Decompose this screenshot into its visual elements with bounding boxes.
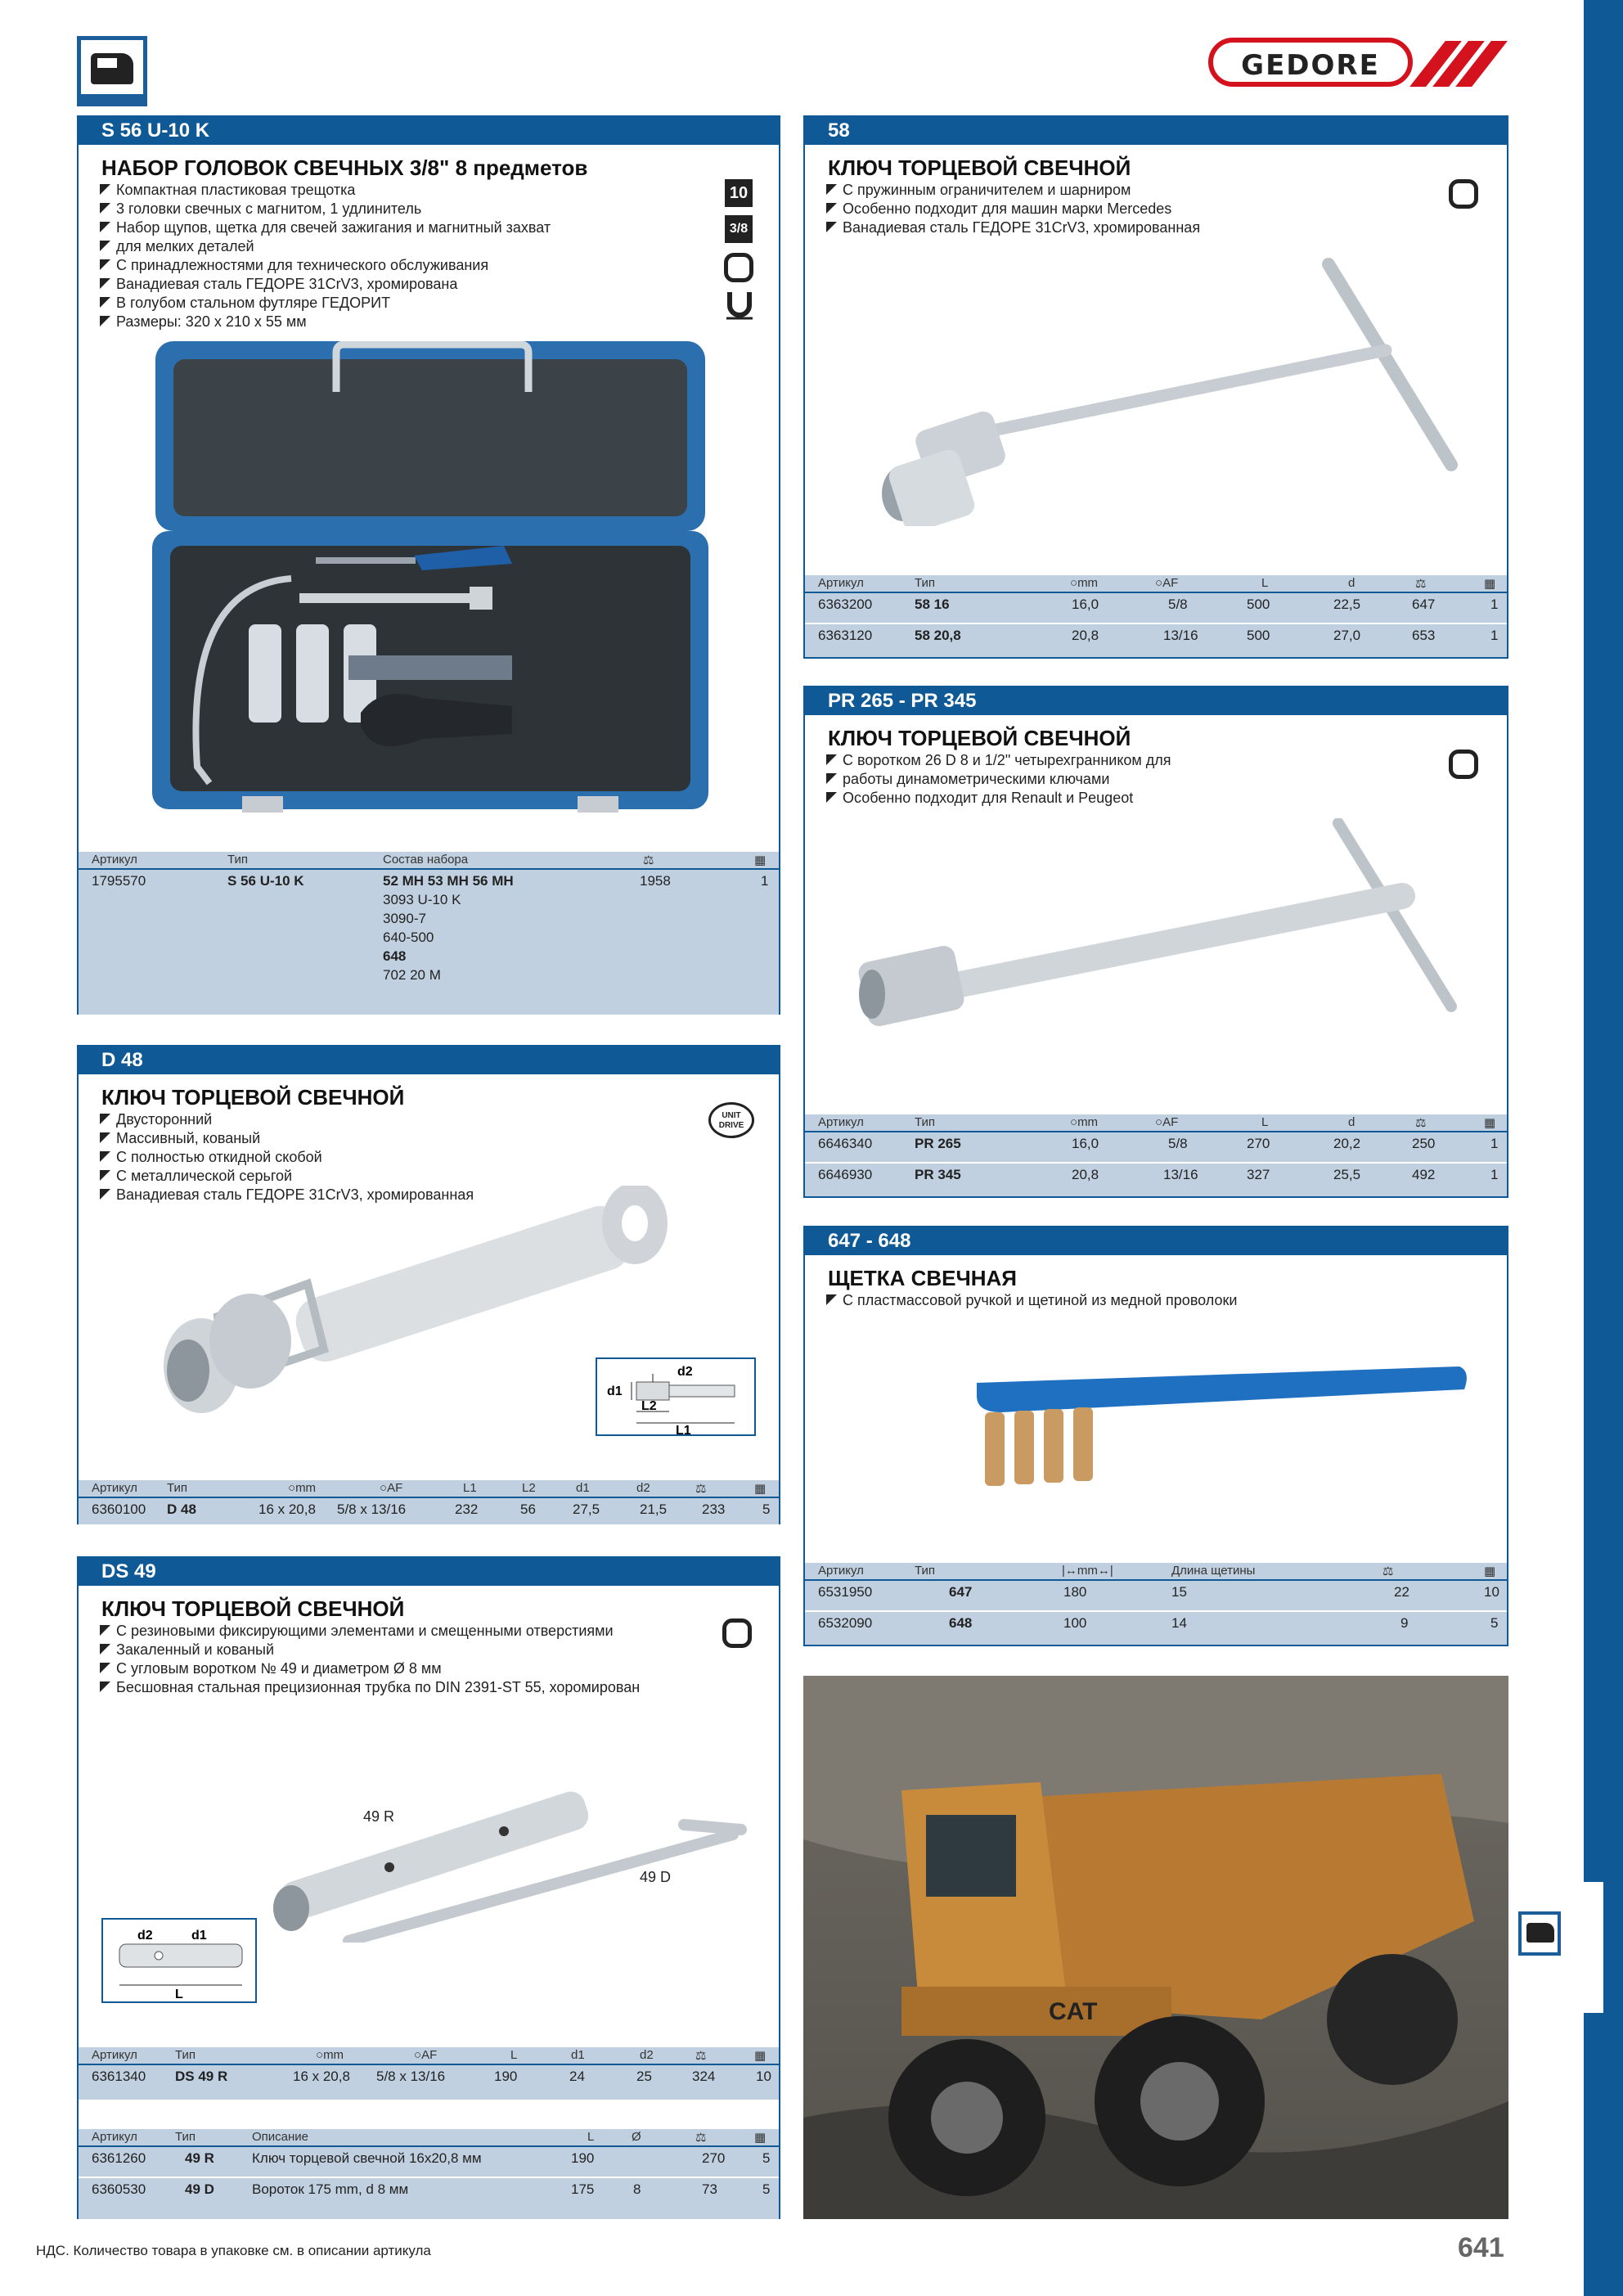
col-composition: Состав набора [383, 853, 469, 867]
cell-weight: 73 [702, 2181, 717, 2197]
panel-code: DS 49 [79, 1558, 779, 1586]
cell-qty: 1 [1490, 1167, 1499, 1182]
col-l2: L2 [522, 1481, 536, 1495]
col-socket-mm: ○mm [316, 2048, 344, 2062]
product-panel-pr265 [803, 686, 1508, 1198]
cell-weight: 250 [1412, 1136, 1436, 1151]
cell-type: PR 345 [915, 1167, 961, 1182]
table-header [79, 2047, 779, 2065]
dimension-diagram [101, 1918, 257, 2003]
col-socket-mm: ○mm [1070, 1115, 1099, 1129]
spec-table [79, 2047, 779, 2100]
cell-af: 13/16 [1163, 1167, 1198, 1182]
cell-weight: 270 [702, 2150, 726, 2166]
product-panel-s56 [77, 115, 780, 1015]
feature-item: С полностью откидной скобой [100, 1148, 474, 1167]
panel-code: 647 - 648 [805, 1227, 1507, 1255]
table-header [79, 852, 779, 870]
cell-composition-5: 648 [383, 948, 407, 964]
cell-d2: 25 [636, 2069, 652, 2084]
table-header [79, 1480, 779, 1498]
cell-composition-2: 3093 U-10 K [383, 892, 461, 907]
table-row [805, 593, 1507, 623]
cell-type: 648 [949, 1615, 973, 1631]
panel-title: КЛЮЧ ТОРЦЕВОЙ СВЕЧНОЙ [101, 1085, 405, 1110]
package-icon: ▦ [754, 1482, 767, 1496]
section-car-icon [1518, 1911, 1561, 1956]
col-type: Тип [175, 2048, 196, 2062]
table-row [805, 1610, 1507, 1640]
package-icon: ▦ [754, 853, 767, 867]
truck-brand-text: CAT [1049, 1998, 1098, 2025]
feature-item: В голубом стальном футляре ГЕДОРИТ [100, 294, 551, 313]
cell-mm: 16,0 [1072, 597, 1099, 612]
table-row [805, 1132, 1507, 1162]
cell-qty: 1 [1490, 1136, 1499, 1151]
cell-type: 49 D [185, 2181, 214, 2197]
col-length: L [1261, 576, 1269, 590]
feature-item: Закаленный и кованый [100, 1641, 640, 1659]
col-description: Описание [252, 2130, 309, 2144]
col-socket-af: ○AF [380, 1481, 403, 1495]
cell-weight: 9 [1400, 1615, 1409, 1631]
table-header [805, 1563, 1507, 1581]
panel-title: КЛЮЧ ТОРЦЕВОЙ СВЕЧНОЙ [828, 726, 1131, 750]
hex-profile-icon [1449, 750, 1478, 779]
panel-code: 58 [805, 117, 1507, 145]
cell-qty: 5 [762, 2150, 771, 2166]
col-d1: d1 [571, 2048, 585, 2062]
table-header [805, 575, 1507, 593]
col-length: L [587, 2130, 595, 2144]
cell-weight: 233 [702, 1501, 726, 1517]
cell-qty: 1 [1490, 628, 1499, 643]
cell-weight: 22 [1394, 1584, 1409, 1600]
feature-list [826, 181, 1200, 237]
feature-list [100, 1622, 640, 1697]
diagram-label-l2: L2 [641, 1399, 657, 1413]
panel-code: S 56 U-10 K [79, 117, 779, 145]
cell-qty: 10 [1484, 1584, 1499, 1600]
col-type: Тип [915, 1564, 936, 1578]
feature-item: Ванадиевая сталь ГЕДОРЕ 31CrV3, хромированная [826, 218, 1200, 237]
col-d2: d2 [636, 1481, 650, 1495]
feature-item: С воротком 26 D 8 и 1/2" четырехгранником для [826, 751, 1171, 770]
diagram-label-d2: d2 [677, 1365, 693, 1379]
tube-wrench-image [259, 1763, 749, 1943]
side-tab-notch [1584, 1882, 1603, 2013]
feature-item: Набор щупов, щетка для свечей зажигания и магнитный захват [100, 218, 551, 237]
cell-description: Ключ торцевой свечной 16x20,8 мм [252, 2150, 482, 2166]
dump-truck-photo [803, 1676, 1508, 2219]
cell-composition-4: 640-500 [383, 930, 434, 945]
cell-article: 1795570 [92, 873, 146, 889]
cell-af: 5/8 x 13/16 [337, 1501, 407, 1517]
diagram-label-l: L [175, 1988, 183, 2001]
col-article: Артикул [92, 1481, 137, 1495]
package-icon: ▦ [754, 2131, 767, 2145]
cell-af: 13/16 [1163, 628, 1198, 643]
col-d1: d1 [576, 1481, 590, 1495]
cell-weight: 492 [1412, 1167, 1436, 1182]
cell-article: 6646930 [818, 1167, 873, 1182]
cell-length: 270 [1247, 1136, 1270, 1151]
unit-drive-badge: UNIT DRIVE [708, 1102, 754, 1138]
feature-item-continued: работы динамометрическими ключами [826, 770, 1171, 789]
cell-af: 5/8 [1168, 597, 1188, 612]
cell-composition-6: 702 20 M [383, 967, 441, 983]
panel-title: КЛЮЧ ТОРЦЕВОЙ СВЕЧНОЙ [101, 1596, 405, 1621]
label-49d: 49 D [640, 1869, 672, 1885]
cell-mm: 20,8 [1072, 628, 1099, 643]
feature-item-continued: для мелких деталей [100, 237, 551, 256]
cell-article: 6361260 [92, 2150, 146, 2166]
cell-type: 647 [949, 1584, 973, 1600]
gedore-logo: GEDORE [1208, 38, 1413, 87]
cell-qty: 1 [1490, 597, 1499, 612]
diagram-label-d1: d1 [607, 1384, 623, 1398]
label-49r: 49 R [363, 1808, 395, 1825]
col-type: Тип [915, 1115, 936, 1129]
feature-list [826, 751, 1171, 808]
cell-composition-1: 52 MH 53 MH 56 MH [383, 873, 514, 889]
cell-mm: 20,8 [1072, 1167, 1099, 1182]
col-length: L [510, 2048, 518, 2062]
cell-qty: 10 [756, 2069, 771, 2084]
package-icon: ▦ [1484, 577, 1496, 591]
product-panel-d48 [77, 1045, 780, 1524]
col-socket-af: ○AF [1155, 1115, 1179, 1129]
panel-title: ЩЕТКА СВЕЧНАЯ [828, 1266, 1017, 1290]
table-header [805, 1114, 1507, 1132]
feature-item: С принадлежностями для технического обслуживания [100, 256, 551, 275]
cell-article: 6361340 [92, 2069, 146, 2084]
diagram-label-d1: d1 [191, 1929, 207, 1943]
spec-table [79, 852, 779, 1015]
col-article: Артикул [92, 2048, 137, 2062]
cell-weight: 1958 [640, 873, 671, 889]
cell-qty: 1 [761, 873, 769, 889]
cell-qty: 5 [762, 1501, 771, 1517]
product-panel-58 [803, 115, 1508, 659]
cell-type: PR 265 [915, 1136, 961, 1151]
cell-diameter: 20,2 [1333, 1136, 1361, 1151]
feature-item: Ванадиевая сталь ГЕДОРЕ 31CrV3, хромированная [100, 1186, 474, 1204]
feature-item: С пластмассовой ручкой и щетиной из медной проволоки [826, 1291, 1237, 1310]
t-handle-wrench-image [838, 256, 1476, 526]
footer-note: НДС. Количество товара в упаковке см. в описании артикула [36, 2243, 431, 2258]
package-icon: ▦ [1484, 1116, 1496, 1130]
col-socket-af: ○AF [414, 2048, 438, 2062]
cell-d1: 24 [569, 2069, 585, 2084]
cell-type: S 56 U-10 K [227, 873, 304, 889]
hex-profile-icon [722, 1618, 752, 1648]
cell-d2: 21,5 [640, 1501, 668, 1517]
col-d2: d2 [640, 2048, 654, 2062]
cell-length: 175 [571, 2181, 595, 2197]
weight-icon: ⚖ [695, 2131, 707, 2145]
accessory-table [79, 2129, 779, 2219]
spec-table [805, 1114, 1507, 1196]
col-socket-af: ○AF [1155, 576, 1179, 590]
col-length-mm: |↔mm↔| [1062, 1564, 1113, 1578]
cell-article: 6363120 [818, 628, 873, 643]
cell-af: 5/8 x 13/16 [376, 2069, 446, 2084]
table-row [805, 1581, 1507, 1610]
table-row [79, 2147, 779, 2177]
package-icon: ▦ [754, 2049, 767, 2063]
cell-mm: 16 x 20,8 [259, 1501, 316, 1517]
cell-l1: 232 [455, 1501, 479, 1517]
cell-bristle: 15 [1171, 1584, 1187, 1600]
feature-item: Особенно подходит для Renault и Peugeot [826, 789, 1171, 808]
cell-bristle: 14 [1171, 1615, 1187, 1631]
cell-article: 6360530 [92, 2181, 146, 2197]
weight-icon: ⚖ [1415, 577, 1427, 591]
col-article: Артикул [818, 1115, 864, 1129]
cell-length: 327 [1247, 1167, 1270, 1182]
spec-table [79, 1480, 779, 1524]
col-length: L [1261, 1115, 1269, 1129]
cell-weight: 647 [1412, 597, 1436, 612]
col-socket-mm: ○mm [288, 1481, 317, 1495]
cell-length: 500 [1247, 628, 1270, 643]
hex-profile-icon [724, 253, 753, 282]
cell-qty: 5 [1490, 1615, 1499, 1631]
feature-list [100, 181, 551, 331]
cell-weight: 324 [692, 2069, 716, 2084]
cell-type: 58 20,8 [915, 628, 961, 643]
cell-length: 180 [1063, 1584, 1087, 1600]
cell-composition-3: 3090-7 [383, 911, 426, 926]
cell-type: 49 R [185, 2150, 214, 2166]
feature-item: Размеры: 320 x 210 x 55 мм [100, 313, 551, 331]
cell-diameter: 22,5 [1333, 597, 1361, 612]
weight-icon: ⚖ [695, 2049, 707, 2063]
hex-profile-icon [1449, 179, 1478, 209]
col-diameter: d [1348, 1115, 1355, 1129]
panel-title: НАБОР ГОЛОВОК СВЕЧНЫХ 3/8" 8 предметов [101, 155, 588, 180]
table-row [79, 2177, 779, 2206]
cell-l2: 56 [520, 1501, 536, 1517]
cell-diameter: 8 [633, 2181, 641, 2197]
cell-description: Вороток 175 mm, d 8 мм [252, 2181, 409, 2197]
cell-article: 6363200 [818, 597, 873, 612]
package-icon: ▦ [1484, 1564, 1496, 1578]
t-handle-wrench-image [838, 818, 1476, 1064]
cell-length: 100 [1063, 1615, 1087, 1631]
col-type: Тип [915, 576, 936, 590]
side-tab-bar [1584, 0, 1623, 2296]
feature-item: С металлической серьгой [100, 1167, 474, 1186]
feature-item: С пружинным ограничителем и шарниром [826, 181, 1200, 200]
panel-code: PR 265 - PR 345 [805, 687, 1507, 715]
feature-item: Особенно подходит для машин марки Mercedes [826, 200, 1200, 218]
weight-icon: ⚖ [1415, 1116, 1427, 1130]
col-type: Тип [227, 853, 249, 867]
spec-table [805, 1563, 1507, 1645]
table-row [79, 1498, 779, 1523]
feature-item: Ванадиевая сталь ГЕДОРЕ 31CrV3, хромирована [100, 275, 551, 294]
feature-item: Бесшовная стальная прецизионная трубка по DIN 2391-ST 55, хоромирован [100, 1678, 640, 1697]
cell-type: DS 49 R [175, 2069, 228, 2084]
cell-article: 6646340 [818, 1136, 873, 1151]
cell-article: 6531950 [818, 1584, 873, 1600]
col-socket-mm: ○mm [1070, 576, 1099, 590]
diagram-label-l1: L1 [676, 1424, 691, 1436]
feature-item: С угловым воротком № 49 и диаметром Ø 8 мм [100, 1659, 640, 1678]
feature-item: Двусторонний [100, 1110, 474, 1129]
table-row [805, 623, 1507, 652]
feature-item: 3 головки свечных с магнитом, 1 удлинитель [100, 200, 551, 218]
cell-type: D 48 [167, 1501, 196, 1517]
spec-table [805, 575, 1507, 657]
col-l1: L1 [463, 1481, 477, 1495]
col-diameter: Ø [632, 2130, 641, 2144]
page-number: 641 [1458, 2232, 1504, 2263]
spark-plug-brush-image [969, 1350, 1476, 1514]
table-row [79, 2065, 779, 2090]
weight-icon: ⚖ [643, 853, 654, 867]
col-article: Артикул [92, 853, 137, 867]
feature-item: Массивный, кованый [100, 1129, 474, 1148]
feature-list [826, 1291, 1237, 1310]
kit-case-image [152, 341, 708, 816]
feature-item: Компактная пластиковая трещотка [100, 181, 551, 200]
cell-mm: 16 x 20,8 [293, 2069, 350, 2084]
panel-title: КЛЮЧ ТОРЦЕВОЙ СВЕЧНОЙ [828, 155, 1131, 180]
table-row [805, 1162, 1507, 1191]
ten-pieces-icon: 10 [725, 179, 753, 207]
cell-length: 190 [571, 2150, 595, 2166]
weight-icon: ⚖ [695, 1482, 707, 1496]
table-row [79, 870, 779, 1013]
col-type: Тип [175, 2130, 196, 2144]
drive-size-icon: 3/8 [725, 215, 753, 243]
cell-article: 6360100 [92, 1501, 146, 1517]
product-panel-647 [803, 1226, 1508, 1646]
col-bristle-length: Длина щетины [1171, 1564, 1256, 1578]
magnet-icon [725, 289, 754, 322]
cell-af: 5/8 [1168, 1136, 1188, 1151]
cell-qty: 5 [762, 2181, 771, 2197]
diagram-label-d2: d2 [137, 1929, 153, 1943]
col-article: Артикул [92, 2130, 137, 2144]
cell-length: 500 [1247, 597, 1270, 612]
panel-code: D 48 [79, 1047, 779, 1074]
col-article: Артикул [818, 1564, 864, 1578]
product-panel-ds49 [77, 1556, 780, 2219]
cell-d1: 27,5 [573, 1501, 600, 1517]
cell-mm: 16,0 [1072, 1136, 1099, 1151]
col-article: Артикул [818, 576, 864, 590]
col-type: Тип [167, 1481, 188, 1495]
table-header [79, 2129, 779, 2147]
dimension-diagram [596, 1357, 756, 1436]
weight-icon: ⚖ [1382, 1564, 1394, 1578]
cell-article: 6532090 [818, 1615, 873, 1631]
feature-item: С резиновыми фиксирующими элементами и смещенными отверстиями [100, 1622, 640, 1641]
cell-type: 58 16 [915, 597, 950, 612]
cell-diameter: 27,0 [1333, 628, 1361, 643]
car-category-icon [77, 36, 147, 106]
col-diameter: d [1348, 576, 1355, 590]
cell-diameter: 25,5 [1333, 1167, 1361, 1182]
cell-length: 190 [494, 2069, 518, 2084]
cell-weight: 653 [1412, 628, 1436, 643]
